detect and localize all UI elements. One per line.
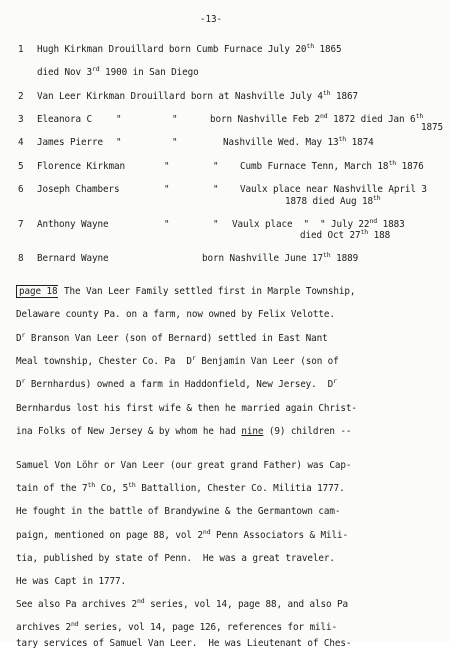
child-number: 5 xyxy=(18,161,24,172)
paragraph-line: He was Capt in 1777. xyxy=(16,576,126,587)
child-entry-line: died Nov 3rd 1900 in San Diego xyxy=(37,65,199,78)
ditto-mark: " xyxy=(164,184,170,195)
child-detail-extra: 1875 xyxy=(421,122,443,133)
child-entry-line: Hugh Kirkman Drouillard born Cumb Furnace July 20th 1865 xyxy=(37,42,342,55)
child-detail: Vaulx place near Nashville April 3 xyxy=(240,184,427,195)
child-detail: born Nashville June 17th 1889 xyxy=(202,251,359,264)
child-detail: born Nashville Feb 2nd 1872 died Jan 6th xyxy=(210,112,424,125)
paragraph-line: tain of the 7th Co, 5th Battallion, Chester Co. Militia 1777. xyxy=(16,481,345,494)
paragraph-line: Meal township, Chester Co. Pa $D^r$ Benjamin Van Leer (son of xyxy=(16,354,339,367)
child-detail: Cumb Furnace Tenn, March 18th 1876 xyxy=(240,159,424,172)
ditto-mark: " xyxy=(164,161,170,172)
paragraph-line: He fought in the battle of Brandywine & the Germantown cam- xyxy=(16,506,341,517)
child-detail: Vaulx place " " July 22nd 1883 xyxy=(232,217,405,230)
child-detail-extra: 1878 died Aug 18th xyxy=(285,194,381,207)
paragraph-line: tary services of Samuel Van Leer. He was Lieutenant of Ches- xyxy=(16,638,352,649)
ditto-mark: " xyxy=(213,219,219,230)
paragraph-line: Bernhardus lost his first wife & then he married again Christ- xyxy=(16,403,357,414)
paragraph-line: archives 2nd series, vol 14, page 126, references for mili- xyxy=(16,620,337,633)
child-number: 6 xyxy=(18,184,24,195)
paragraph-line: $D^r$ Bernhardus) owned a farm in Haddonfield, New Jersey. $D^r$ xyxy=(16,377,337,390)
ditto-mark: " xyxy=(164,219,170,230)
paragraph-line: $D^r$ Branson Van Leer (son of Bernard) settled in East Nant xyxy=(16,331,328,344)
child-number: 3 xyxy=(18,114,24,125)
ditto-mark: " xyxy=(116,137,122,148)
child-name: James Pierre xyxy=(37,137,103,148)
child-name: Eleanora C xyxy=(37,114,92,125)
child-number: 2 xyxy=(18,91,24,102)
child-number: 4 xyxy=(18,137,24,148)
child-name: Florence Kirkman xyxy=(37,161,125,172)
paragraph-line: Delaware county Pa. on a farm, now owned by Felix Velotte. xyxy=(16,309,335,320)
paragraph-line: Samuel Von Löhr or Van Leer (our great grand Father) was Cap- xyxy=(16,460,352,471)
child-number: 7 xyxy=(18,219,24,230)
child-name: Anthony Wayne xyxy=(37,219,109,230)
ditto-mark: " xyxy=(213,161,219,172)
child-name: Bernard Wayne xyxy=(37,253,109,264)
paragraph-line: ina Folks of New Jersey & by whom he had nine (9) children -- xyxy=(16,426,352,437)
paragraph-line: See also Pa archives 2nd series, vol 14, page 88, and also Pa xyxy=(16,597,348,610)
child-entry-line: Van Leer Kirkman Drouillard born at Nashville July 4th 1867 xyxy=(37,89,358,102)
paragraph-line: paign, mentioned on page 88, vol 2nd Penn Associators & Mili- xyxy=(16,528,348,541)
ditto-mark: " xyxy=(172,114,178,125)
paragraph-line: page 18 The Van Leer Family settled first in Marple Township, xyxy=(16,286,355,297)
child-number: 8 xyxy=(18,253,24,264)
child-name: Joseph Chambers xyxy=(37,184,120,195)
page-number: -13- xyxy=(200,14,222,25)
child-detail: Nashville Wed. May 13th 1874 xyxy=(223,135,374,148)
paragraph-line: tia, published by state of Penn. He was a great traveler. xyxy=(16,553,335,564)
ditto-mark: " xyxy=(116,114,122,125)
child-number: 1 xyxy=(18,44,24,55)
ditto-mark: " xyxy=(213,184,219,195)
ditto-mark: " xyxy=(172,137,178,148)
child-detail-extra: died Oct 27th 188 xyxy=(300,228,391,241)
page-reference-bracket: page 18 xyxy=(16,285,58,298)
